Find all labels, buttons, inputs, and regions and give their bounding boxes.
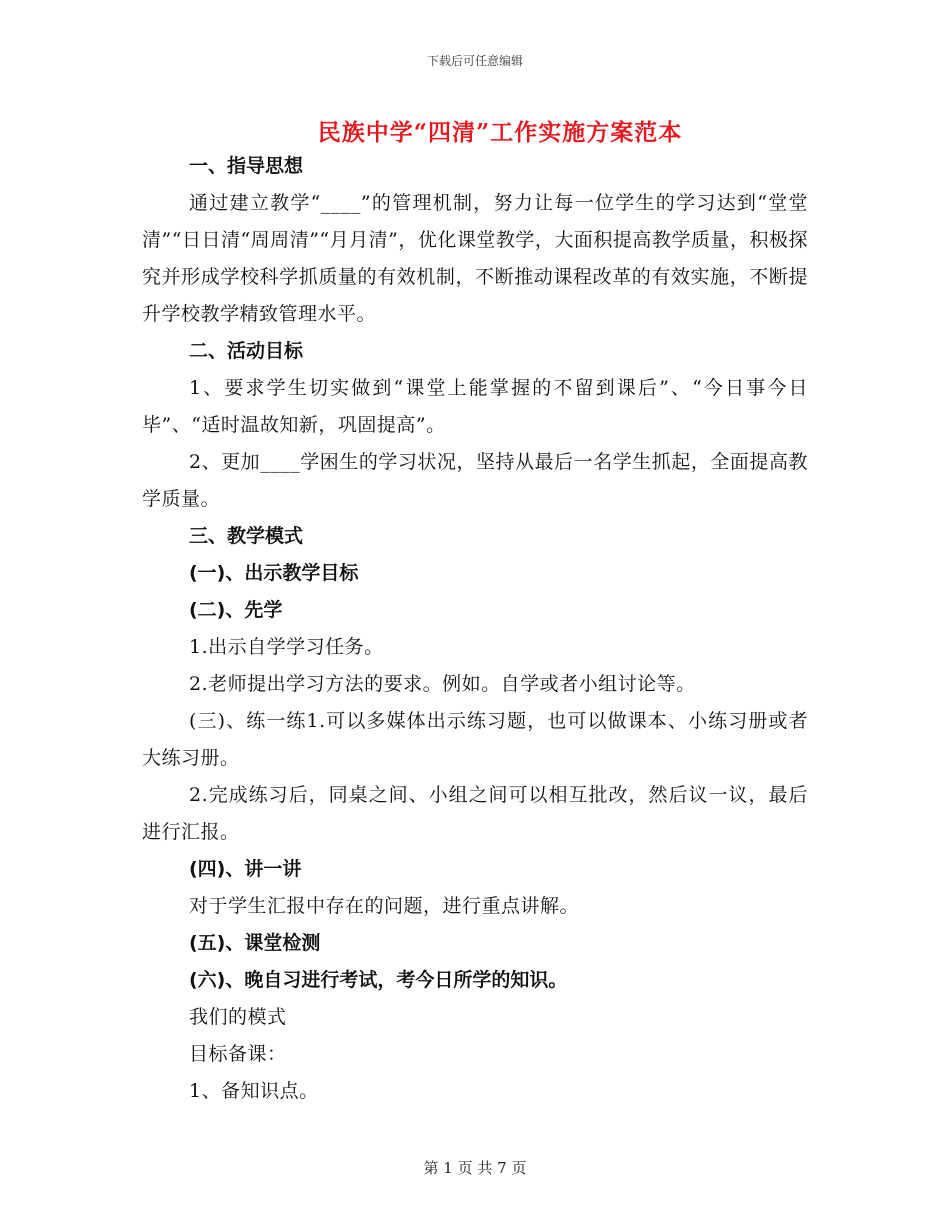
subsection-heading: (一)、出示教学目标 <box>189 562 359 584</box>
paragraph: 1、备知识点。 <box>189 1080 319 1102</box>
paragraph: 1、要求学生切实做到“课堂上能掌握的不留到课后”、“今日事今日毕”、“适时温故知新，巩固提高”。 <box>142 377 808 436</box>
section-heading: 一、指导思想 <box>189 155 304 177</box>
subsection-heading: (四)、讲一讲 <box>189 858 302 880</box>
paragraph: 目标备课： <box>189 1043 287 1065</box>
document-title: 民族中学“四清”工作实施方案范本 <box>317 119 683 146</box>
header-note: 下载后可任意编辑 <box>426 54 523 68</box>
paragraph: 2、更加____学困生的学习状况，坚持从最后一名学生抓起，全面提高教学质量。 <box>142 451 808 510</box>
subsection-heading: (六)、晚自习进行考试，考今日所学的知识。 <box>189 969 568 991</box>
subsection-heading: (二)、先学 <box>189 599 283 621</box>
paragraph: 对于学生汇报中存在的问题，进行重点讲解。 <box>189 895 580 917</box>
section-heading: 二、活动目标 <box>189 340 304 362</box>
subsection-heading: (五)、课堂检测 <box>189 932 321 954</box>
section-heading: 三、教学模式 <box>189 525 304 547</box>
paragraph: 2.完成练习后，同桌之间、小组之间可以相互批改，然后议一议，最后进行汇报。 <box>142 784 808 843</box>
paragraph: 通过建立教学“____”的管理机制，努力让每一位学生的学习达到“堂堂清”“日日清“周周清”“月月清”，优化课堂教学，大面积提高教学质量，积极探究并形成学校科学抓质量的有效机制，不断推动课程改革的有效实施，不断提升学校教学精致管理水平。 <box>142 192 808 325</box>
paragraph: 我们的模式 <box>189 1006 287 1028</box>
paragraph: (三)、练一练1.可以多媒体出示练习题，也可以做课本、小练习册或者大练习册。 <box>142 710 808 769</box>
page-footer: 第 1 页 共 7 页 <box>423 1159 527 1177</box>
paragraph: 1.出示自学学习任务。 <box>189 636 384 658</box>
document-body <box>142 148 808 1110</box>
paragraph: 2.老师提出学习方法的要求。例如。自学或者小组讨论等。 <box>189 673 696 695</box>
